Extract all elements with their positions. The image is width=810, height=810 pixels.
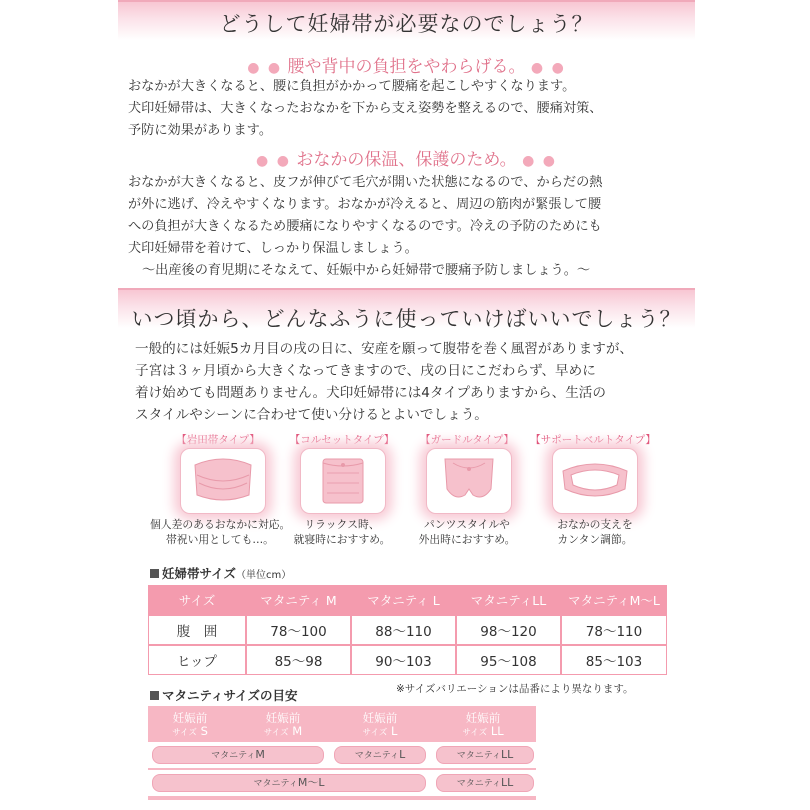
pill-size: L <box>399 748 406 761</box>
type-desc-line: リラックス時、 <box>304 518 380 531</box>
size-guide <box>148 706 536 800</box>
guide-header-ll <box>448 712 518 740</box>
type-desc-line: 外出時におすすめ。 <box>418 533 516 546</box>
pill-size: M～L <box>297 776 325 789</box>
dots-right-icon: ● ● <box>530 60 566 76</box>
paragraph-3 <box>135 338 633 426</box>
guide-header-small: サイズ <box>172 728 197 738</box>
guide-header-bottom <box>448 725 518 740</box>
dots-left-icon: ● ● <box>256 153 291 169</box>
pill-size: LL <box>501 776 514 789</box>
paragraph-line: 子宮は３ヶ月頃から大きくなってきますので、戌の日にこだわらず、早めに <box>135 363 596 379</box>
table-cell: 78～110 <box>561 615 667 645</box>
dots-left-icon: ● ● <box>247 60 283 76</box>
corset-icon <box>300 448 386 514</box>
guide-header-size: L <box>391 724 398 738</box>
pill-maternity-ll <box>436 746 534 764</box>
table-header-cell: サイズ <box>178 593 216 608</box>
paragraph-line: 犬印妊婦帯を着けて、しっかり保温しましょう。 <box>128 241 418 256</box>
table-cell: 85～98 <box>246 645 351 675</box>
type-desc-line: 帯祝い用としても…。 <box>166 533 274 546</box>
guide-header-small: サイズ <box>362 728 388 738</box>
guide-header-l <box>345 712 415 740</box>
subheading-2-text: おなかの保温、保護のため。 <box>296 150 517 170</box>
paragraph-2 <box>128 172 602 260</box>
guide-header-bottom <box>248 725 318 740</box>
dots-right-icon: ● ● <box>522 153 557 169</box>
table-row <box>148 645 667 675</box>
guide-header-top: 妊娠前 <box>172 711 208 725</box>
guide-header-top: 妊娠前 <box>465 711 501 725</box>
closing-line: ～出産後の育児期にそなえて、妊娠中から妊婦帯で腰痛予防しましょう。～ <box>142 263 591 278</box>
table-cell: 90～103 <box>351 645 456 675</box>
type-desc-line: 個人差のあるおなかに対応。 <box>150 518 291 531</box>
paragraph-line: が外に逃げ、冷えやすくなります。おなかが冷えると、周辺の筋肉が緊張して腰 <box>128 197 602 212</box>
subheading-1-text: 腰や背中の負担をやわらげる。 <box>287 57 526 77</box>
type-desc-corset <box>282 517 402 547</box>
paragraph-line: 予防に効果があります。 <box>128 123 273 138</box>
table-row <box>148 615 667 645</box>
guide-header-top: 妊娠前 <box>265 711 301 725</box>
guide-header-small: サイズ <box>462 728 488 738</box>
girdle-icon <box>426 448 512 514</box>
table-header-cell: マタニティM～L <box>568 593 660 608</box>
type-label-girdle: 【ガードルタイプ】 <box>420 434 514 446</box>
table-cell: 88～110 <box>351 615 456 645</box>
guide-header-bottom <box>160 725 220 740</box>
guide-header-size: LL <box>490 724 504 738</box>
paragraph-1 <box>128 76 602 142</box>
pill-maternity-m <box>152 746 324 764</box>
type-desc-line: パンツスタイルや <box>424 518 510 531</box>
subheading-1 <box>118 52 695 77</box>
table-cell: 78～100 <box>246 615 351 645</box>
support-belt-icon <box>552 448 638 514</box>
type-desc-girdle <box>412 517 522 547</box>
pill-maternity-m-l <box>152 774 426 792</box>
iwata-belt-icon <box>180 448 266 514</box>
guide-header-m <box>248 712 318 740</box>
table-cell: 95～108 <box>456 645 561 675</box>
pill-maternity-l <box>334 746 426 764</box>
header-band-2-line <box>118 288 695 290</box>
pill-prefix: マタニティ <box>253 779 298 789</box>
header-band-1-line <box>118 0 695 2</box>
pill-prefix: マタニティ <box>456 779 501 789</box>
pill-size: LL <box>501 748 514 761</box>
size-table <box>148 585 667 675</box>
size-table-unit: （単位cm） <box>236 570 292 581</box>
paragraph-line: スタイルやシーンに合わせて使い分けるとよいでしょう。 <box>135 407 488 423</box>
type-label-corset: 【コルセットタイプ】 <box>289 434 395 446</box>
guide-row-1 <box>148 742 536 768</box>
paragraph-line: おなかが大きくなると、皮フが伸びて毛穴が開いた状態になるので、からだの熱 <box>128 175 603 190</box>
size-table-title-text: 妊婦帯サイズ <box>162 566 237 581</box>
paragraph-line: 犬印妊婦帯は、大きくなったおなかを下から支え姿勢を整えるので、腰痛対策、 <box>128 101 603 116</box>
table-header-cell: マタニティ M <box>260 593 337 608</box>
square-bullet-icon <box>150 569 159 578</box>
guide-row-2 <box>148 770 536 796</box>
guide-header-bottom <box>345 725 415 740</box>
pill-prefix: マタニティ <box>456 751 501 761</box>
pill-prefix: マタニティ <box>354 751 400 761</box>
table-cell: 85～103 <box>561 645 667 675</box>
table-row-label: ヒップ <box>148 645 246 675</box>
type-desc-iwata <box>150 517 290 547</box>
table-header-cell: マタニティLL <box>470 593 547 608</box>
size-note: ※サイズバリエーションは品番により異なります。 <box>396 683 634 695</box>
section2-title: いつ頃から、どんなふうに使っていけばいいでしょう？ <box>131 307 682 331</box>
section1-title: どうして妊婦帯が必要なのでしょう？ <box>219 12 594 36</box>
type-desc-line: 就寝時におすすめ。 <box>293 533 391 546</box>
type-label-support: 【サポートベルトタイプ】 <box>530 434 656 446</box>
table-row-label: 腹 囲 <box>148 615 246 645</box>
table-header-row <box>148 585 667 615</box>
guide-title-text: マタニティサイズの目安 <box>162 688 298 703</box>
type-desc-line: おなかの支えを <box>557 518 633 531</box>
paragraph-line: への負担が大きくなるため腰痛になりやすくなるのです。冷えの予防のためにも <box>128 219 602 234</box>
pill-maternity-ll-2 <box>436 774 534 792</box>
guide-header-small: サイズ <box>263 728 289 738</box>
paragraph-line: 着け始めても問題ありません。犬印妊婦帯には4タイプありますから、生活の <box>135 385 606 401</box>
guide-header-s <box>160 712 220 740</box>
paragraph-line: おなかが大きくなると、腰に負担がかかって腰痛を起こしやすくなります。 <box>128 79 576 94</box>
pill-size: M <box>255 748 265 761</box>
guide-header-top: 妊娠前 <box>362 711 398 725</box>
guide-title <box>150 686 298 704</box>
paragraph-line: 一般的には妊娠5カ月目の戌の日に、安産を願って腹帯を巻く風習がありますが、 <box>135 341 634 357</box>
guide-header-size: S <box>200 724 208 738</box>
size-table-title <box>150 564 291 582</box>
table-cell: 98～120 <box>456 615 561 645</box>
pill-prefix: マタニティ <box>211 751 256 761</box>
type-label-iwata: 【岩田帯タイプ】 <box>176 434 260 446</box>
subheading-2 <box>118 145 695 170</box>
guide-header-size: M <box>292 724 303 738</box>
table-header-cell: マタニティ L <box>367 593 440 608</box>
type-desc-support <box>540 517 650 547</box>
square-bullet-icon <box>150 691 159 700</box>
type-desc-line: カンタン調節。 <box>557 533 633 546</box>
